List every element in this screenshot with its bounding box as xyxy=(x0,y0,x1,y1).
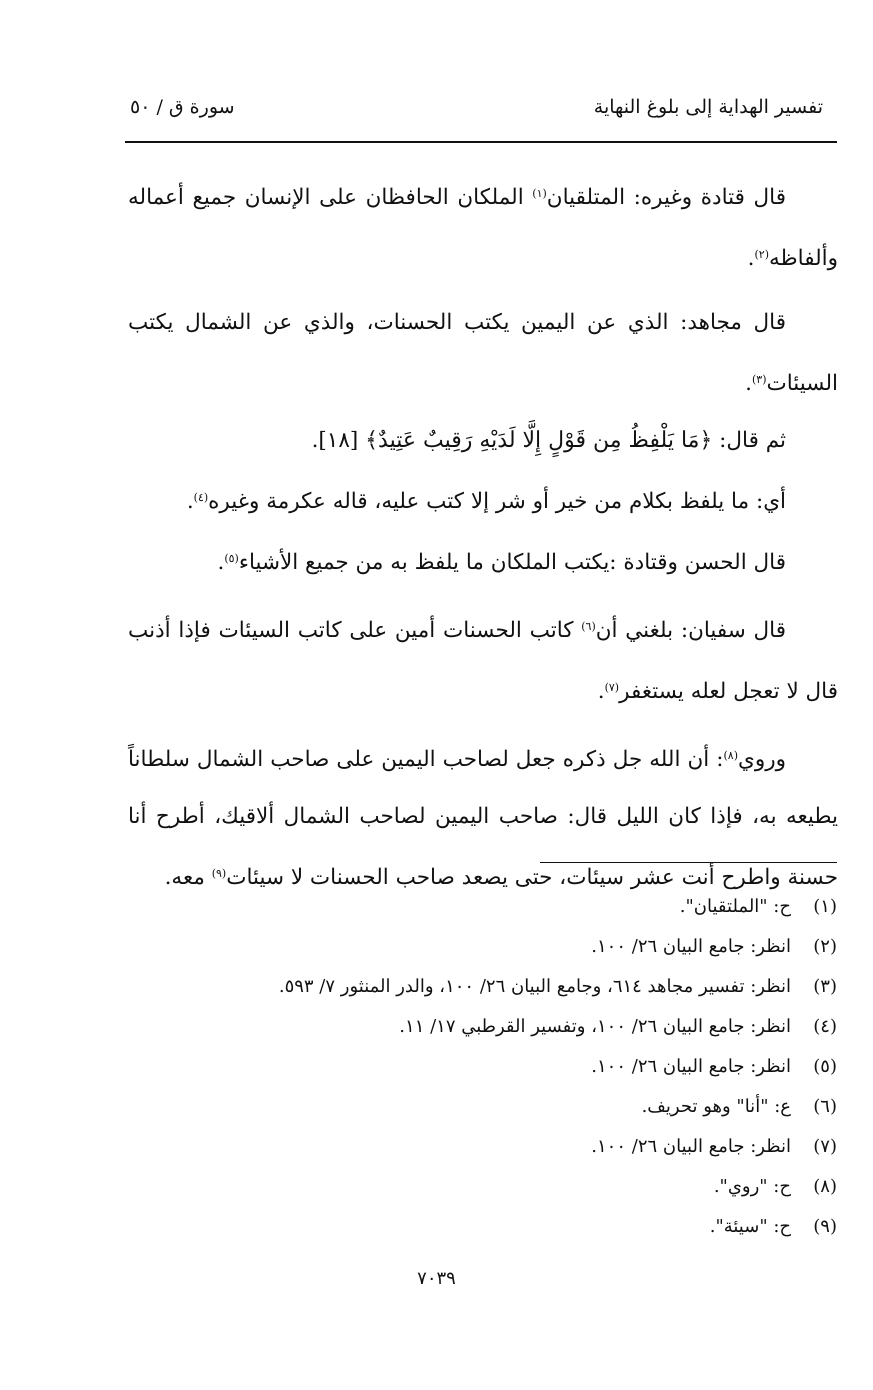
footnote-item xyxy=(120,1167,837,1207)
footnote-rule xyxy=(540,862,837,863)
paragraph-text: . xyxy=(747,246,755,271)
header-rule xyxy=(125,141,837,143)
footnote-number: (٧) xyxy=(813,1136,837,1157)
paragraph-text: . xyxy=(186,489,194,514)
footnote-item xyxy=(120,1007,837,1047)
paragraph-text: أي: ما يلفظ بكلام من خير أو شر إلا كتب عليه، قاله عكرمة وغيره xyxy=(208,489,786,514)
footnote-marker[interactable]: (٤) xyxy=(193,491,209,504)
paragraph-text: . xyxy=(217,550,225,575)
footnote-marker[interactable]: (٣) xyxy=(752,373,767,386)
footnote-text: ح: "سيئة". xyxy=(709,1216,791,1237)
paragraph-text: الملكان الحافظان على الإنسان جميع أعماله وألفاظه xyxy=(128,185,838,271)
paragraph-text: كاتب الحسنات أمين على كاتب السيئات فإذا أذنب قال لا تعجل لعله يستغفر xyxy=(128,618,838,704)
footnote-item xyxy=(120,1047,837,1087)
footnote-item xyxy=(120,1087,837,1127)
footnote-text: ح: "الملتقيان". xyxy=(679,896,791,917)
paragraph-text: : أن الله جل ذكره جعل لصاحب اليمين على صاحب الشمال سلطاناً يطيعه به، فإذا كان الليل قال: صاحب اليمين لصاحب الشمال ألاقيك، أطرح أنا حسنة واطرح أنت عشر سيئات، حتى يصعد صاحب الحسنات لا سيئات xyxy=(128,747,838,890)
footnote-number: (٤) xyxy=(813,1016,837,1037)
running-header-surah: سورة ق / ٥٠ xyxy=(130,96,235,118)
footnote-number: (٩) xyxy=(813,1216,837,1237)
paragraph-text: [١٨]. xyxy=(311,428,366,453)
paragraph-text: وروي xyxy=(738,747,786,772)
footnote-number: (١) xyxy=(813,896,837,917)
paragraph xyxy=(128,165,838,287)
footnote-item xyxy=(120,1207,837,1247)
paragraph-text: قال الحسن وقتادة :يكتب الملكان ما يلفظ به من جميع الأشياء xyxy=(238,550,786,575)
page-number: ٧٠٣٩ xyxy=(417,1268,456,1289)
footnote-marker[interactable]: (٦) xyxy=(581,620,596,633)
paragraph-text: ثم قال: xyxy=(712,428,786,453)
footnote-item xyxy=(120,967,837,1007)
footnote-marker[interactable]: (٧) xyxy=(604,681,620,694)
paragraph-text: . xyxy=(597,679,605,704)
footnote-text: انظر: جامع البيان ٢٦/ ١٠٠. xyxy=(591,936,791,957)
paragraph-text: معه. xyxy=(164,865,212,890)
footnote-marker[interactable]: (١) xyxy=(532,187,547,200)
quran-verse: ﴿مَا يَلْفِظُ مِن قَوْلٍ إِلَّا لَدَيْهِ رَقِيبٌ عَتِيدٌ﴾ xyxy=(365,428,713,453)
footnote-number: (٥) xyxy=(813,1056,837,1077)
running-header-title: تفسير الهداية إلى بلوغ النهاية xyxy=(593,96,823,118)
footnote-marker[interactable]: (٢) xyxy=(754,248,770,261)
main-text xyxy=(128,158,838,906)
footnote-text: ح: "روي". xyxy=(713,1176,791,1197)
footnote-number: (٨) xyxy=(813,1176,837,1197)
paragraph xyxy=(128,412,838,469)
paragraph xyxy=(128,598,838,720)
footnote-item xyxy=(120,887,837,927)
footnote-item xyxy=(120,927,837,967)
footnote-number: (٢) xyxy=(813,936,837,957)
paragraph xyxy=(128,530,838,591)
paragraph-text: . xyxy=(745,371,752,396)
footnote-marker[interactable]: (٨) xyxy=(723,749,739,762)
paragraph xyxy=(128,469,838,530)
footnote-text: انظر: جامع البيان ٢٦/ ١٠٠. xyxy=(591,1136,791,1157)
footnote-marker[interactable]: (٩) xyxy=(211,867,227,880)
footnote-text: انظر: جامع البيان ٢٦/ ١٠٠. xyxy=(591,1056,791,1077)
footnote-item xyxy=(120,1127,837,1167)
paragraph-text: قال قتادة وغيره: المتلقيان xyxy=(546,185,786,210)
footnote-marker[interactable]: (٥) xyxy=(224,552,239,565)
footnotes-list xyxy=(120,887,837,1247)
footnote-number: (٦) xyxy=(813,1096,837,1117)
paragraph-text: قال سفيان: بلغني أن xyxy=(595,618,786,643)
footnote-number: (٣) xyxy=(813,976,837,997)
footnote-text: ع: "أنا" وهو تحريف. xyxy=(641,1096,791,1117)
paragraph xyxy=(128,294,838,412)
footnote-text: انظر: جامع البيان ٢٦/ ١٠٠، وتفسير القرطبي ١٧/ ١١. xyxy=(399,1016,791,1037)
paragraph-text: قال مجاهد: الذي عن اليمين يكتب الحسنات، والذي عن الشمال يكتب السيئات xyxy=(128,310,838,396)
paragraph xyxy=(128,727,838,906)
footnote-text: انظر: تفسير مجاهد ٦١٤، وجامع البيان ٢٦/ ١٠٠، والدر المنثور ٧/ ٥٩٣. xyxy=(278,976,791,997)
